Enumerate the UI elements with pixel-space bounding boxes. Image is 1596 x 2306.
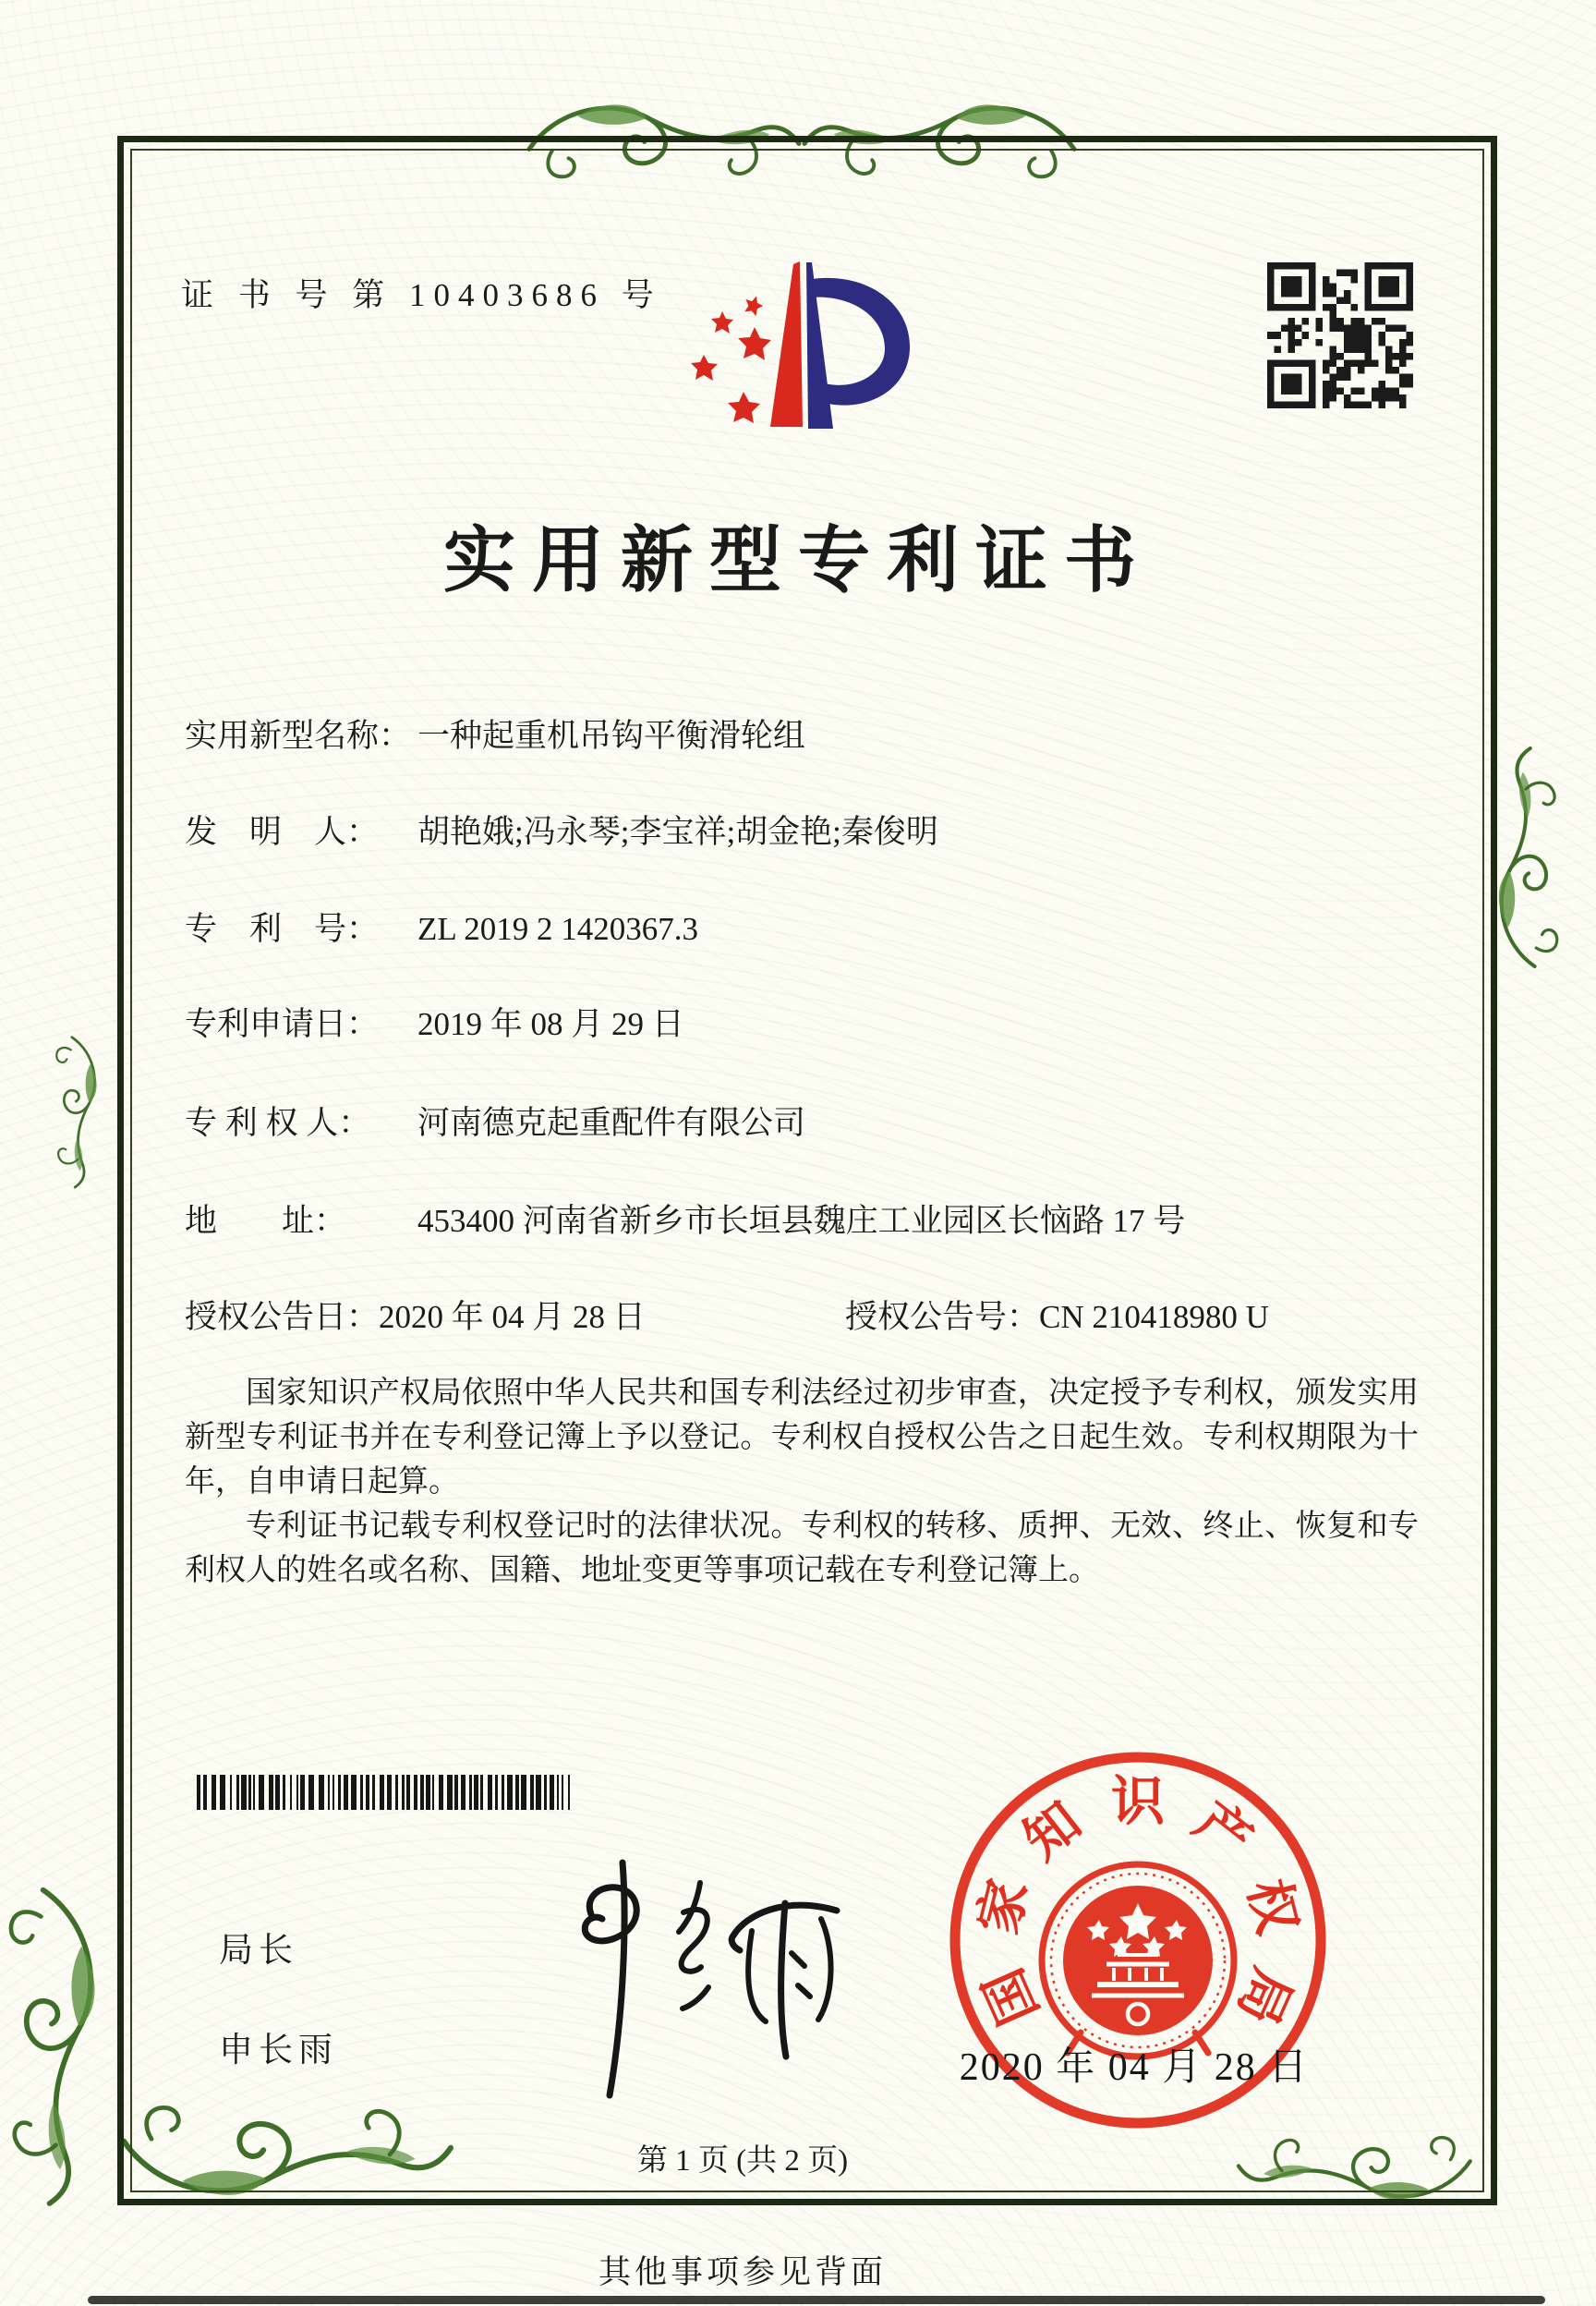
field-label: 发 明 人： — [185, 814, 380, 850]
field-inventors — [185, 807, 938, 853]
svg-text:权: 权 — [1236, 1873, 1309, 1940]
svg-text:国: 国 — [973, 1960, 1050, 2033]
grant-date-label: 授权公告日： — [185, 1299, 380, 1335]
certificate-title: 实用新型专利证书 — [442, 520, 1153, 601]
field-label: 实用新型名称： — [185, 718, 412, 754]
field-value: 453400 河南省新乡市长垣县魏庄工业园区长恼路 17 号 — [417, 1203, 1186, 1239]
field-value: 河南德克起重配件有限公司 — [417, 1105, 806, 1141]
field-label: 专利申请日： — [185, 1006, 380, 1042]
field-grant-announcement — [185, 1292, 1269, 1338]
photo-edge-artifact — [88, 2296, 1545, 2304]
svg-text:知: 知 — [1012, 1790, 1093, 1872]
certificate-number: 证 书 号 第 10403686 号 — [181, 277, 662, 313]
director-name: 申长雨 — [219, 2032, 338, 2069]
seal-date: 2020 年 04 月 28 日 — [959, 2046, 1310, 2089]
svg-text:识: 识 — [1110, 1771, 1166, 1832]
grant-date-value: 2020 年 04 月 28 日 — [379, 1299, 646, 1335]
legal-paragraphs — [185, 1371, 1419, 1593]
field-patentee — [185, 1098, 805, 1144]
field-value: 2019 年 08 月 29 日 — [417, 1006, 684, 1042]
field-label: 专 利 号： — [185, 911, 380, 947]
field-label: 地 址： — [185, 1203, 347, 1239]
field-filing-date — [185, 999, 684, 1045]
back-note: 其他事项参见背面 — [598, 2254, 887, 2290]
field-value: 一种起重机吊钩平衡滑轮组 — [417, 718, 806, 754]
field-value: ZL 2019 2 1420367.3 — [417, 911, 698, 947]
legal-paragraph-2: 专利证书记载专利权登记时的法律状况。专利权的转移、质押、无效、终止、恢复和专利权人的姓名或名称、国籍、地址变更等事项记载在专利登记簿上。 — [185, 1510, 1419, 1587]
grant-number-label: 授权公告号： — [845, 1299, 1040, 1335]
page-number: 第 1 页 (共 2 页) — [636, 2144, 849, 2178]
field-label: 专 利 权 人： — [185, 1105, 371, 1141]
field-patent-number — [185, 904, 698, 950]
certificate-border-frame — [117, 136, 1497, 2205]
svg-text:家: 家 — [967, 1873, 1040, 1940]
legal-paragraph-1: 国家知识产权局依照中华人民共和国专利法经过初步审查，决定授予专利权，颁发实用新型专利证书并在专利登记簿上予以登记。专利权自授权公告之日起生效。专利权期限为十年，自申请日起算。 — [185, 1377, 1419, 1499]
field-utility-model-name — [185, 710, 805, 757]
field-address — [185, 1195, 1185, 1242]
svg-text:产: 产 — [1183, 1790, 1264, 1872]
svg-text:局: 局 — [1226, 1960, 1303, 2033]
grant-number-value: CN 210418980 U — [1039, 1299, 1269, 1335]
certificate-inner-border — [130, 149, 1484, 2192]
director-title: 局长 — [219, 1932, 298, 1970]
field-value: 胡艳娥;冯永琴;李宝祥;胡金艳;秦俊明 — [417, 814, 938, 850]
